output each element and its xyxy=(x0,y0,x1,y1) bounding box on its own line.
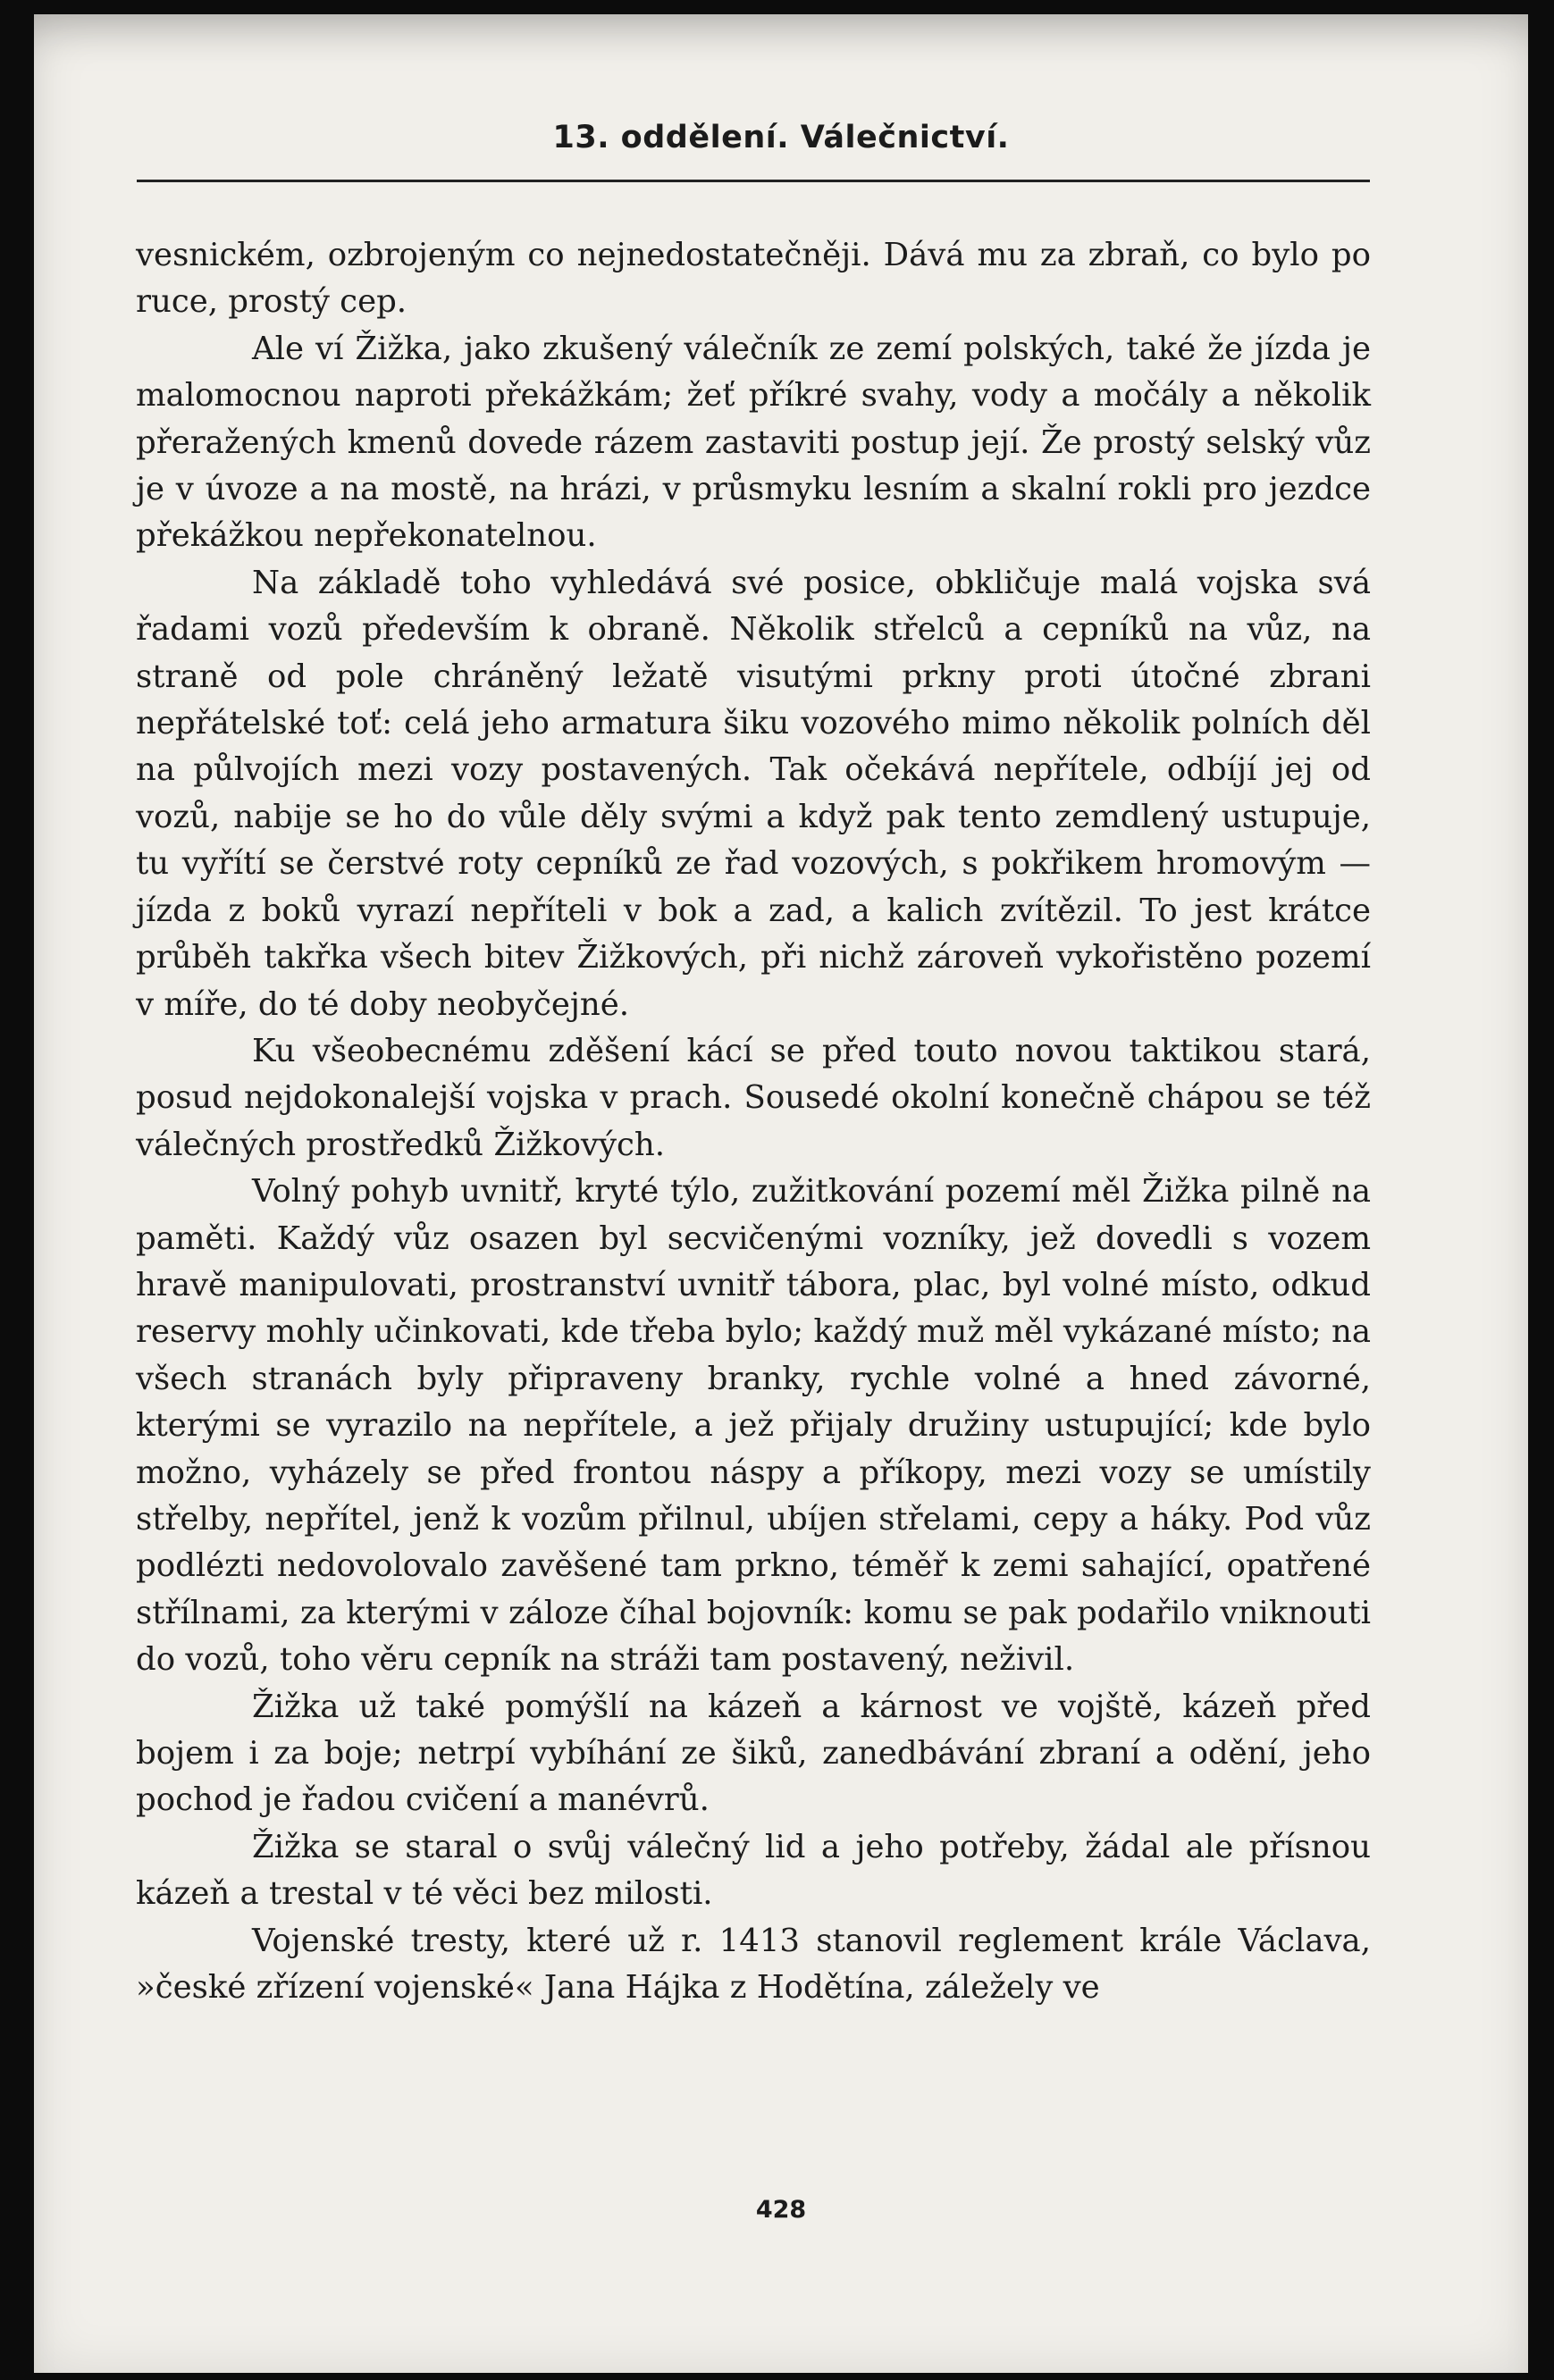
paragraph-3: Na základě toho vyhledává své posice, obkličuje malá vojska svá řadami vozů především k obraně. Několik střelců a cepníků na vůz, na straně od pole chráněný ležatě visutými prkny proti útočné zbrani nepřátelské toť: celá jeho armatura šiku vozového mimo několik polních děl na půlvojích mezi vozy postavených. Tak očekává nepřítele, odbíjí jej od vozů, nabije se ho do vůle děly svými a když pak tento zemdlený ustupuje, tu vyřítí se čerstvé roty cepníků ze řad vozových, s pokřikem hromovým — jízda z boků vyrazí nepříteli v bok a zad, a kalich zvítězil. To jest krátce průběh takřka všech bitev Žižkových, při nichž zároveň vykořistěno pozemí v míře, do té doby neobyčejné. xyxy=(136,564,1371,1023)
body-text xyxy=(136,232,1371,2011)
book-page xyxy=(34,14,1528,2373)
paragraph-2: Ale ví Žižka, jako zkušený válečník ze zemí polských, také že jízda je malomocnou naproti překážkám; žeť příkré svahy, vody a močály a několik přeražených kmenů dovede rázem zastaviti postup její. Že prostý selský vůz je v úvoze a na mostě, na hrázi, v průsmyku lesním a skalní rokli pro jezdce překážkou nepřekonatelnou. xyxy=(136,330,1371,555)
running-header: 13. oddělení. Válečnictví. xyxy=(552,120,1010,155)
paragraph-5: Volný pohyb uvnitř, kryté týlo, zužitkování pozemí měl Žižka pilně na paměti. Každý vůz osazen byl secvičenými vozníky, jež dovedli s vozem hravě manipulovati, prostranství uvnitř tábora, plac, byl volné místo, odkud reservy mohly učinkovati, kde třeba bylo; každý muž měl vykázané místo; na všech stranách byly připraveny branky, rychle volné a hned závorné, kterými se vyrazilo na nepřítele, a jež přijaly družiny ustupující; kde bylo možno, vyházely se před frontou náspy a příkopy, mezi vozy se umístily střelby, nepřítel, jenž k vozům přilnul, ubíjen střelami, cepy a háky. Pod vůz podlézti nedovolovalo zavěšené tam prkno, téměř k zemi sahající, opatřené střílnami, za kterými v záloze číhal bojovník: komu se pak podařilo vniknouti do vozů, toho věru cepník na stráži tam postavený, neživil. xyxy=(136,1173,1371,1679)
paragraph-8: Vojenské tresty, které už r. 1413 stanovil reglement krále Václava, »české zřízení vojenské« Jana Hájka z Hodětína, záležely ve xyxy=(136,1922,1371,2007)
paragraph-1: vesnickém, ozbrojeným co nejnedostatečněji. Dává mu za zbraň, co bylo po ruce, prostý cep. xyxy=(136,237,1371,321)
paragraph-6: Žižka už také pomýšlí na kázeň a kárnost ve vojště, kázeň před bojem i za boje; netrpí vybíhání ze šiků, zanedbávání zbraní a odění, jeho pochod je řadou cvičení a manévrů. xyxy=(136,1688,1371,1819)
paragraph-4: Ku všeobecnému zděšení kácí se před touto novou taktikou stará, posud nejdokonalejší vojska v prach. Sousedé okolní konečně chápou se též válečných prostředků Žižkových. xyxy=(136,1032,1371,1163)
paragraph-7: Žižka se staral o svůj válečný lid a jeho potřeby, žádal ale přísnou kázeň a trestal v té věci bez milosti. xyxy=(136,1828,1371,1913)
header-rule xyxy=(137,180,1370,182)
page-number: 428 xyxy=(755,2196,807,2224)
